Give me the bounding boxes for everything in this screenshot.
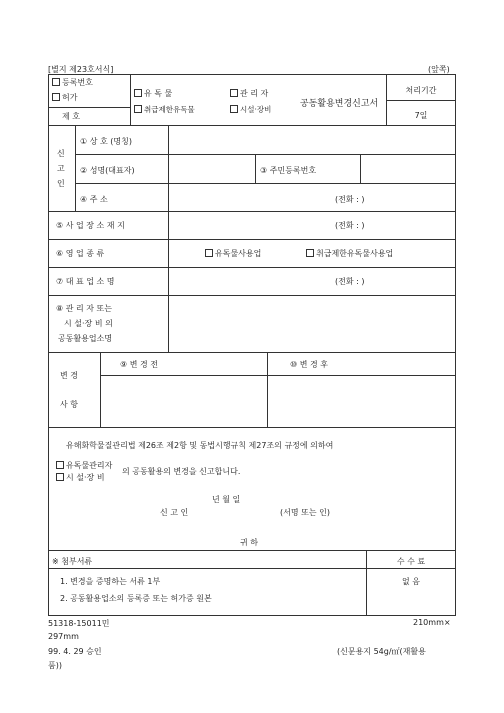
field-shared-line-1: ⑧ 관 리 자 또는 — [56, 304, 112, 313]
manager-checkbox[interactable] — [230, 89, 238, 97]
field-representative: ② 성명(대표자) — [80, 166, 135, 175]
office-phone: (전화 : ) — [335, 277, 365, 286]
change-before-header: ⑨ 변 경 전 — [120, 360, 158, 369]
business-type-toxic[interactable]: 유독물사용업 — [205, 248, 261, 259]
processing-period-label: 처리기간 — [405, 86, 437, 95]
signature-label: (서명 또는 인) — [280, 508, 330, 517]
reg-no-option[interactable]: 등록번호 — [52, 77, 93, 88]
field-address: ④ 주 소 — [80, 195, 108, 204]
facility-checkbox[interactable] — [230, 105, 238, 113]
declaration-text: 의 공동활용의 변경을 신고합니다. — [122, 467, 241, 476]
number-label: 제 호 — [62, 112, 80, 121]
declare-option-manager[interactable]: 유독물관리자 — [56, 460, 112, 471]
applicant-side-2: 고 — [57, 164, 65, 173]
form-number: [별지 제23호서식] — [48, 65, 114, 74]
option-manager[interactable]: 관 리 자 — [230, 88, 268, 99]
applicant-label: 신 고 인 — [160, 508, 189, 517]
form-code: 51318-15011민 — [48, 619, 110, 628]
paper-spec-cont: 품)) — [48, 661, 62, 670]
reg-no-checkbox[interactable] — [52, 78, 60, 86]
field-resident-no: ③ 주민등록번호 — [260, 166, 317, 175]
attachment-item-1: 1. 변경을 증명하는 서류 1부 — [60, 577, 161, 586]
applicant-side-1: 신 — [57, 149, 65, 158]
option-restricted[interactable]: 취급제한유독물 — [134, 104, 195, 115]
change-after-header: ⑩ 변 경 후 — [290, 360, 328, 369]
change-side-2: 사 항 — [60, 400, 78, 409]
declare-manager-checkbox[interactable] — [56, 461, 64, 469]
addressee: 귀 하 — [240, 538, 258, 547]
page-side: (앞쪽) — [428, 65, 450, 74]
attachment-item-2: 2. 공동활용업소의 등록증 또는 허가증 원본 — [60, 594, 212, 603]
business-type-restricted[interactable]: 취급제한유독물사용업 — [306, 248, 393, 259]
declare-option-facility[interactable]: 시 설·장 비 — [56, 472, 105, 483]
paper-size: 210mm× — [413, 618, 451, 627]
toxic-use-checkbox[interactable] — [205, 249, 213, 257]
declaration-date: 년 월 일 — [212, 495, 241, 504]
field-business-type: ⑥ 영 업 종 류 — [56, 249, 105, 258]
fee-value: 없 음 — [402, 577, 420, 586]
paper-size-cont: 297mm — [48, 632, 79, 641]
declare-facility-checkbox[interactable] — [56, 473, 64, 481]
applicant-side-3: 인 — [57, 179, 65, 188]
location-phone: (전화 : ) — [335, 221, 365, 230]
permit-option[interactable]: 허가 — [52, 92, 77, 103]
processing-period-value: 7일 — [414, 111, 428, 120]
form-title: 공동활용변경신고서 — [300, 99, 379, 109]
field-company-name: ① 상 호 (명칭) — [80, 137, 132, 146]
fee-label: 수 수 료 — [396, 557, 426, 566]
toxic-checkbox[interactable] — [134, 89, 142, 97]
paper-spec: (신문용지 54g/㎡(재활용 — [337, 647, 426, 656]
change-side-1: 변 경 — [60, 371, 78, 380]
permit-checkbox[interactable] — [52, 93, 60, 101]
field-shared-line-3: 공동활용업소명 — [58, 334, 113, 343]
option-facility[interactable]: 시설·장비 — [230, 104, 271, 115]
restricted-checkbox[interactable] — [134, 105, 142, 113]
field-shared-line-2: 시 설·장 비 의 — [64, 319, 113, 328]
legal-basis: 유해화학물질관리법 제26조 제2항 및 동법시행규칙 제27조의 규정에 의하여 — [66, 441, 334, 450]
restricted-use-checkbox[interactable] — [306, 249, 314, 257]
field-representative-office: ⑦ 대 표 업 소 명 — [56, 277, 115, 286]
address-phone: (전화 : ) — [335, 195, 365, 204]
field-business-location: ⑤ 사 업 장 소 재 지 — [56, 221, 125, 230]
option-toxic[interactable]: 유 독 물 — [134, 88, 172, 99]
attachments-title: ※ 첨부서류 — [52, 557, 93, 566]
approval-date: 99. 4. 29 승인 — [48, 647, 102, 656]
form-frame — [48, 74, 456, 616]
